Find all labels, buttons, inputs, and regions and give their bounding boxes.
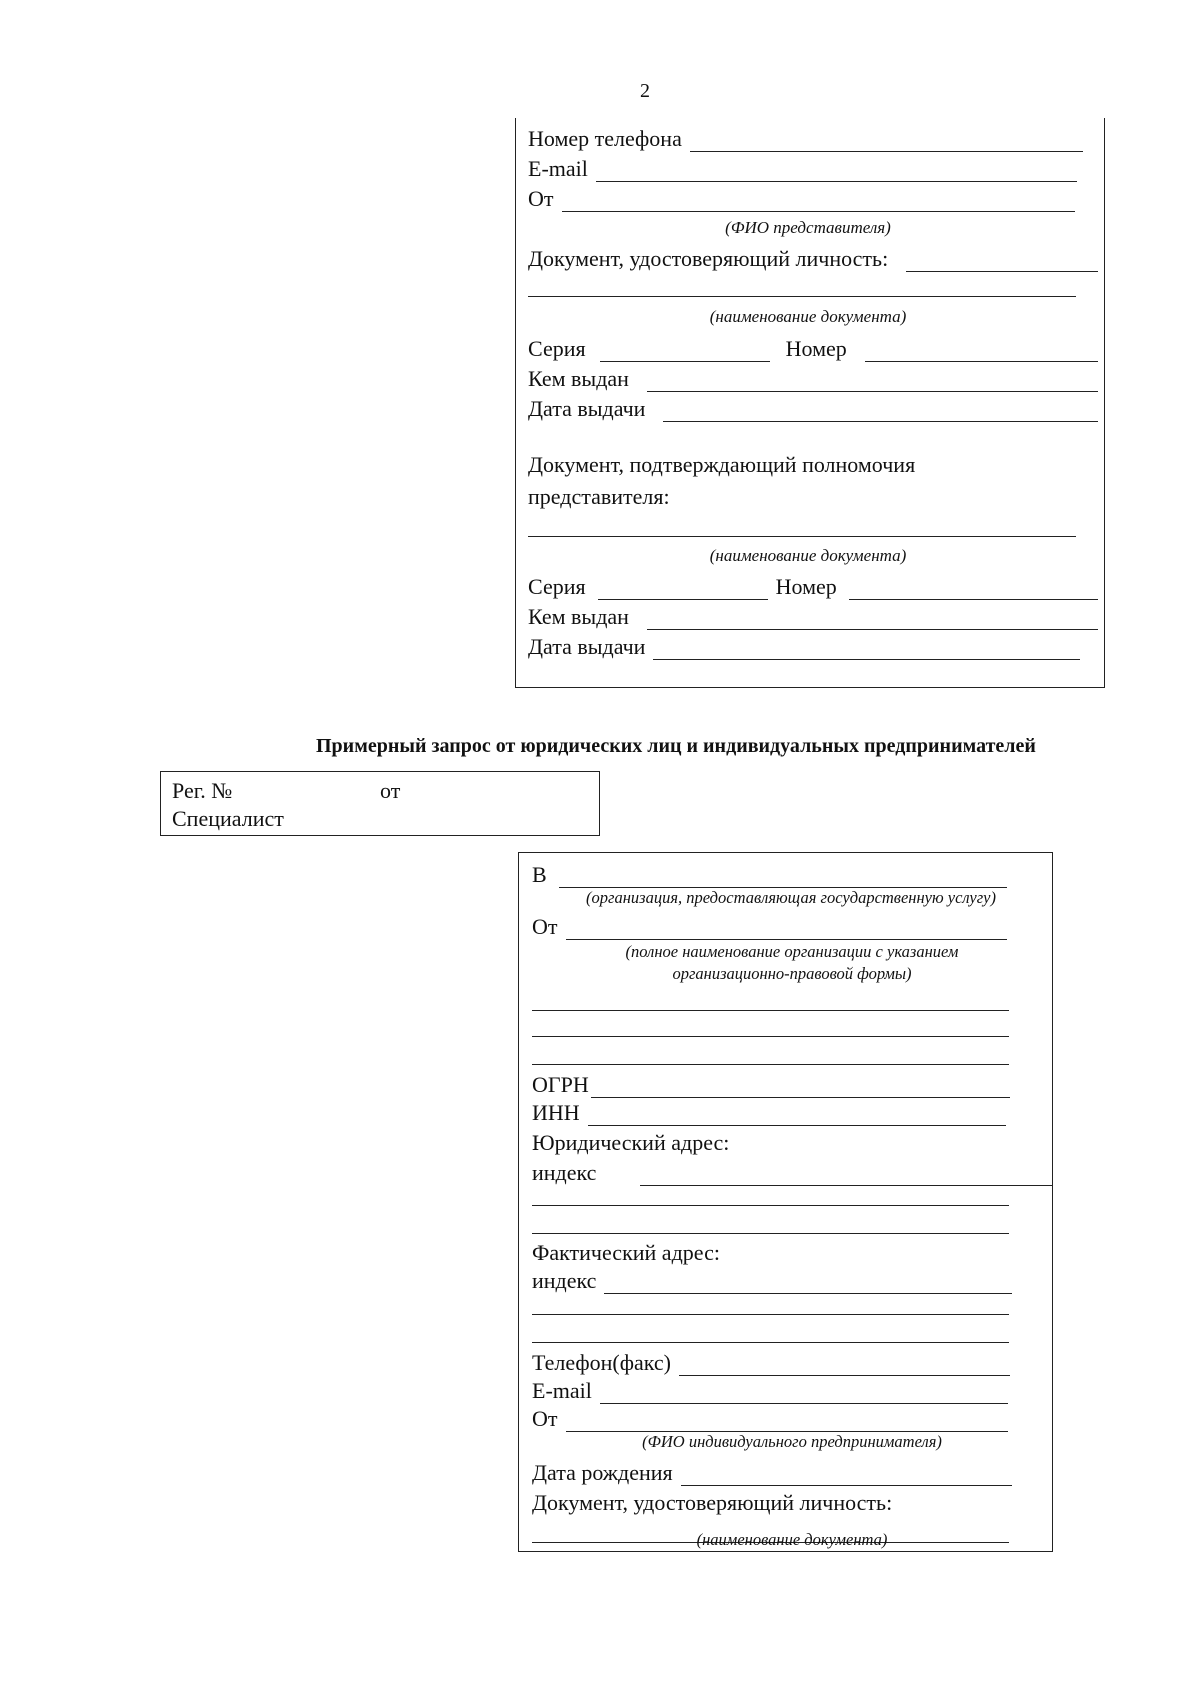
from-label: От [528,186,554,211]
authority-doc-label-line2: представителя: [528,484,670,509]
ip-doc-name-caption: (наименование документа) [696,1530,888,1549]
issued-by-label-2: Кем выдан [528,604,629,629]
ip-from-row [532,1406,1008,1432]
org-from-field[interactable] [566,919,1007,940]
email-field[interactable] [596,161,1077,182]
page-number: 2 [640,80,650,102]
org-name-line-1[interactable] [532,1010,1009,1011]
legal-index-label: индекс [532,1160,597,1185]
id-doc-name-line[interactable] [528,296,1076,297]
specialist-label: Специалист [172,806,284,831]
section-heading: Примерный запрос от юридических лиц и индивидуальных предпринимателей [316,735,1036,757]
series-field-1[interactable] [600,341,770,362]
issue-date-field-1[interactable] [663,401,1098,422]
phone-fax-label: Телефон(факс) [532,1350,671,1375]
org-from-caption-line1: (полное наименование организации с указанием [625,942,959,961]
to-caption: (организация, предоставляющая государственную услугу) [586,888,996,907]
series-label-1: Серия [528,336,586,361]
actual-index-row [532,1268,1012,1294]
issue-date-row-2 [528,634,1080,660]
org-name-line-2[interactable] [532,1036,1009,1037]
actual-index-field[interactable] [604,1273,1012,1294]
from-row [528,186,1075,212]
series-number-row-2 [528,574,1098,600]
phone-label: Номер телефона [528,126,682,151]
to-label: В [532,862,547,887]
org-from-row [532,914,1007,940]
to-row [532,862,1007,888]
email-label: E-mail [528,156,588,181]
id-doc-label: Документ, удостоверяющий личность: [528,246,889,271]
doc-name-caption-2: (наименование документа) [709,546,907,565]
series-number-row-1 [528,336,1098,362]
legal-index-field[interactable] [640,1165,1052,1186]
birth-date-row [532,1460,1012,1486]
ogrn-field[interactable] [591,1077,1010,1098]
issued-by-field-2[interactable] [647,609,1098,630]
issue-date-label-2: Дата выдачи [528,634,646,659]
phone-fax-row [532,1350,1010,1376]
phone-row [528,126,1083,152]
birth-date-label: Дата рождения [532,1460,673,1485]
authority-doc-name-line[interactable] [528,536,1076,537]
number-label-2: Номер [775,574,837,599]
ogrn-label: ОГРН [532,1072,589,1097]
authority-doc-label-line1: Документ, подтверждающий полномочия [528,452,916,477]
phone-field[interactable] [690,131,1083,152]
legal-address-label: Юридический адрес: [532,1130,730,1155]
legal-email-field[interactable] [600,1383,1008,1404]
to-field[interactable] [559,867,1007,888]
inn-label: ИНН [532,1100,580,1125]
ogrn-row [532,1072,1010,1098]
legal-address-line-2[interactable] [532,1233,1009,1234]
issue-date-row-1 [528,396,1098,422]
actual-address-label: Фактический адрес: [532,1240,720,1265]
fio-representative-caption: (ФИО представителя) [725,218,891,237]
legal-email-row [532,1378,1008,1404]
actual-address-line-1[interactable] [532,1314,1009,1315]
org-from-label: От [532,914,558,939]
from-field[interactable] [562,191,1075,212]
legal-address-line-1[interactable] [532,1205,1009,1206]
birth-date-field[interactable] [681,1465,1012,1486]
org-name-line-3[interactable] [532,1064,1009,1065]
phone-fax-field[interactable] [679,1355,1010,1376]
legal-email-label: E-mail [532,1378,592,1403]
email-row [528,156,1077,182]
org-from-caption-line2: организационно-правовой формы) [672,964,912,983]
number-field-2[interactable] [849,579,1098,600]
ip-from-field[interactable] [566,1411,1008,1432]
actual-index-label: индекс [532,1268,597,1293]
ip-from-label: От [532,1406,558,1431]
reg-from-label: от [380,778,401,803]
inn-field[interactable] [588,1105,1006,1126]
issue-date-field-2[interactable] [653,639,1080,660]
issued-by-field-1[interactable] [647,371,1098,392]
issued-by-row-1 [528,366,1098,392]
reg-number-label: Рег. № [172,778,233,803]
id-doc-field[interactable] [906,251,1098,272]
number-label-1: Номер [785,336,847,361]
inn-row [532,1100,1006,1126]
issue-date-label-1: Дата выдачи [528,396,646,421]
ip-id-doc-label: Документ, удостоверяющий личность: [532,1490,893,1515]
doc-name-caption-1: (наименование документа) [709,307,907,326]
issued-by-row-2 [528,604,1098,630]
issued-by-label-1: Кем выдан [528,366,629,391]
series-field-2[interactable] [598,579,768,600]
actual-address-line-2[interactable] [532,1342,1009,1343]
number-field-1[interactable] [865,341,1098,362]
legal-index-row [532,1160,1052,1186]
series-label-2: Серия [528,574,586,599]
ip-fio-caption: (ФИО индивидуального предпринимателя) [642,1432,942,1451]
id-doc-row [528,246,1098,272]
